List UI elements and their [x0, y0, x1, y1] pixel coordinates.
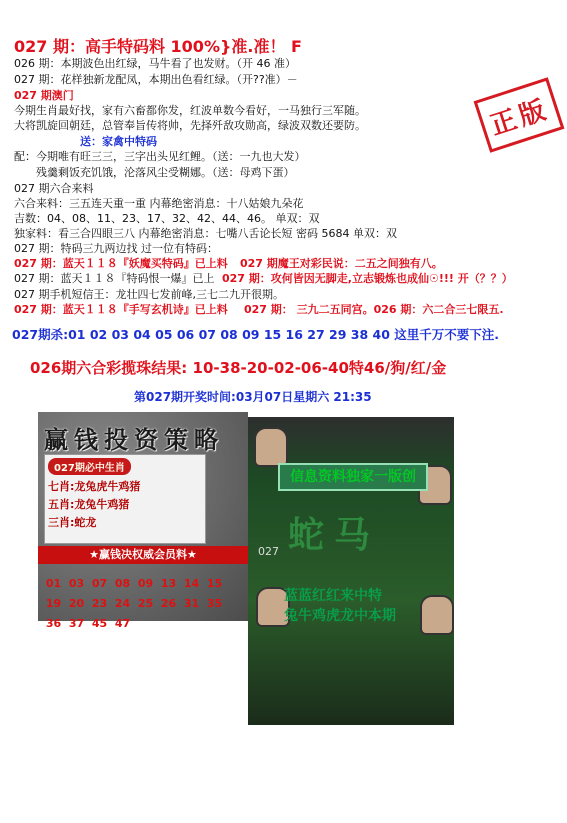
number-cell: 03: [68, 577, 85, 590]
number-grid: [42, 572, 246, 632]
cultivate-line: 027 期：攻何皆因无脚走,立志锻炼也成仙☉!!! 开（？？）: [222, 272, 513, 285]
zodiac-row-five: 五肖:龙兔牛鸡猪: [48, 498, 130, 511]
number-cell: 20: [68, 597, 85, 610]
exclusive-line: 独家料：看三合四眼三八 内幕绝密消息：七嘴八舌论长短 密码 5684 单双：双: [14, 227, 397, 240]
poster-zodiac: 蛇马: [288, 514, 381, 556]
number-cell: 09: [137, 577, 154, 590]
number-cell: 25: [137, 597, 154, 610]
result-line: 026期六合彩揽珠结果: 10-38-20-02-06-40特46/狗/红/金: [30, 359, 447, 377]
number-cell: 26: [160, 597, 177, 610]
number-cell: 47: [114, 617, 131, 630]
poster-line-1: 蓝蓝红红来中特: [284, 588, 382, 604]
liuhe-heading: 027 期六合来料: [14, 182, 94, 195]
number-cell: 19: [45, 597, 62, 610]
sky118-line-2: 027 期：蓝天１１８『特码恨一爆』已上: [14, 272, 215, 285]
member-band: ★赢钱决权威会员料★: [38, 546, 248, 564]
palace-line: 027 期： 三九二五同宫。026 期：六二合三七限五.: [244, 303, 504, 316]
poster-banner: 信息资料独家一版创: [278, 463, 428, 491]
special-code-line: 027 期：特码三九两边找 过一位有特码：: [14, 242, 218, 255]
lucky-numbers: 吉数：04、08、11、23、17、32、42、44、46。 单双：双: [14, 212, 320, 225]
number-cell: 01: [45, 577, 62, 590]
number-cell: 07: [91, 577, 108, 590]
number-cell: 45: [91, 617, 108, 630]
portrait-icon: [254, 427, 288, 467]
number-cell: 36: [45, 617, 62, 630]
number-cell: 14: [183, 577, 200, 590]
poem-line-1: 今期生肖最好找，家有六畜都你发，红波单数今看好，一马独行三军随。: [14, 104, 366, 117]
draw-time: 第027期开奖时间:03月07日星期六 21:35: [134, 390, 372, 404]
line-026-period: 026 期：本期波色出红绿，马牛看了也发财。（开 46 准）: [14, 57, 296, 70]
sky118-line-3: 027 期：蓝天１１８『手写玄机诗』已上料: [14, 303, 228, 316]
demon-king-line: 027 期魔王对彩民说：二五之间独有八。: [240, 257, 443, 270]
authentic-stamp: 正版: [474, 77, 565, 152]
strategy-title: 赢钱投资策略: [44, 425, 224, 454]
pair-line-1: 配：今期唯有旺三三，三字出头见红鲤。（送：一九也大发）: [14, 150, 306, 163]
portrait-icon: [420, 595, 454, 635]
zodiac-row-seven: 七肖:龙兔虎牛鸡猪: [48, 480, 141, 493]
liuhe-line: 六合来料：三五连天重一重 内幕绝密消息：十八姑娘九朵花: [14, 197, 304, 210]
zodiac-row-three: 三肖:蛇龙: [48, 516, 97, 529]
sms-king-line: 027 期手机短信王：龙壮四七发前峰,三七二九开很期。: [14, 288, 284, 301]
strategy-panel: [38, 412, 248, 630]
sky118-line-1: 027 期：蓝天１１８『妖魔买特码』已上料: [14, 257, 228, 270]
number-cell: 23: [91, 597, 108, 610]
poster-line-2: 兔牛鸡虎龙中本期: [284, 608, 396, 624]
pair-line-2: 残羹剩饭充饥饿，沦落风尘受糊娜。（送：母鸡下蛋）: [36, 166, 295, 179]
number-cell: 13: [160, 577, 177, 590]
number-cell: 08: [114, 577, 131, 590]
page-title: 027 期：高手特码料 100%}准.准！ F: [14, 37, 302, 56]
number-cell: 15: [206, 577, 223, 590]
zodiac-pill: 027期必中生肖: [48, 458, 131, 475]
poem-line-2: 大将凯旋回朝廷，总管奉旨传将帅，先择歼敌攻勋高，绿波双数还要防。: [14, 119, 366, 132]
number-cell: 24: [114, 597, 131, 610]
zodiac-poster: [248, 417, 454, 725]
poster-issue: 027: [258, 545, 279, 558]
number-cell: 35: [206, 597, 223, 610]
gift-poultry: 送：家禽中特码: [80, 135, 157, 148]
kill-numbers-line: 027期杀:01 02 03 04 05 06 07 08 09 15 16 27 29 38 40 这里千万不要下注.: [12, 327, 500, 342]
number-cell: 37: [68, 617, 85, 630]
macau-heading: 027 期澳门: [14, 89, 74, 102]
line-027-period: 027 期：花样独新龙配凤，本期出色看红绿。（开??准）－: [14, 73, 298, 86]
number-cell: 31: [183, 597, 200, 610]
